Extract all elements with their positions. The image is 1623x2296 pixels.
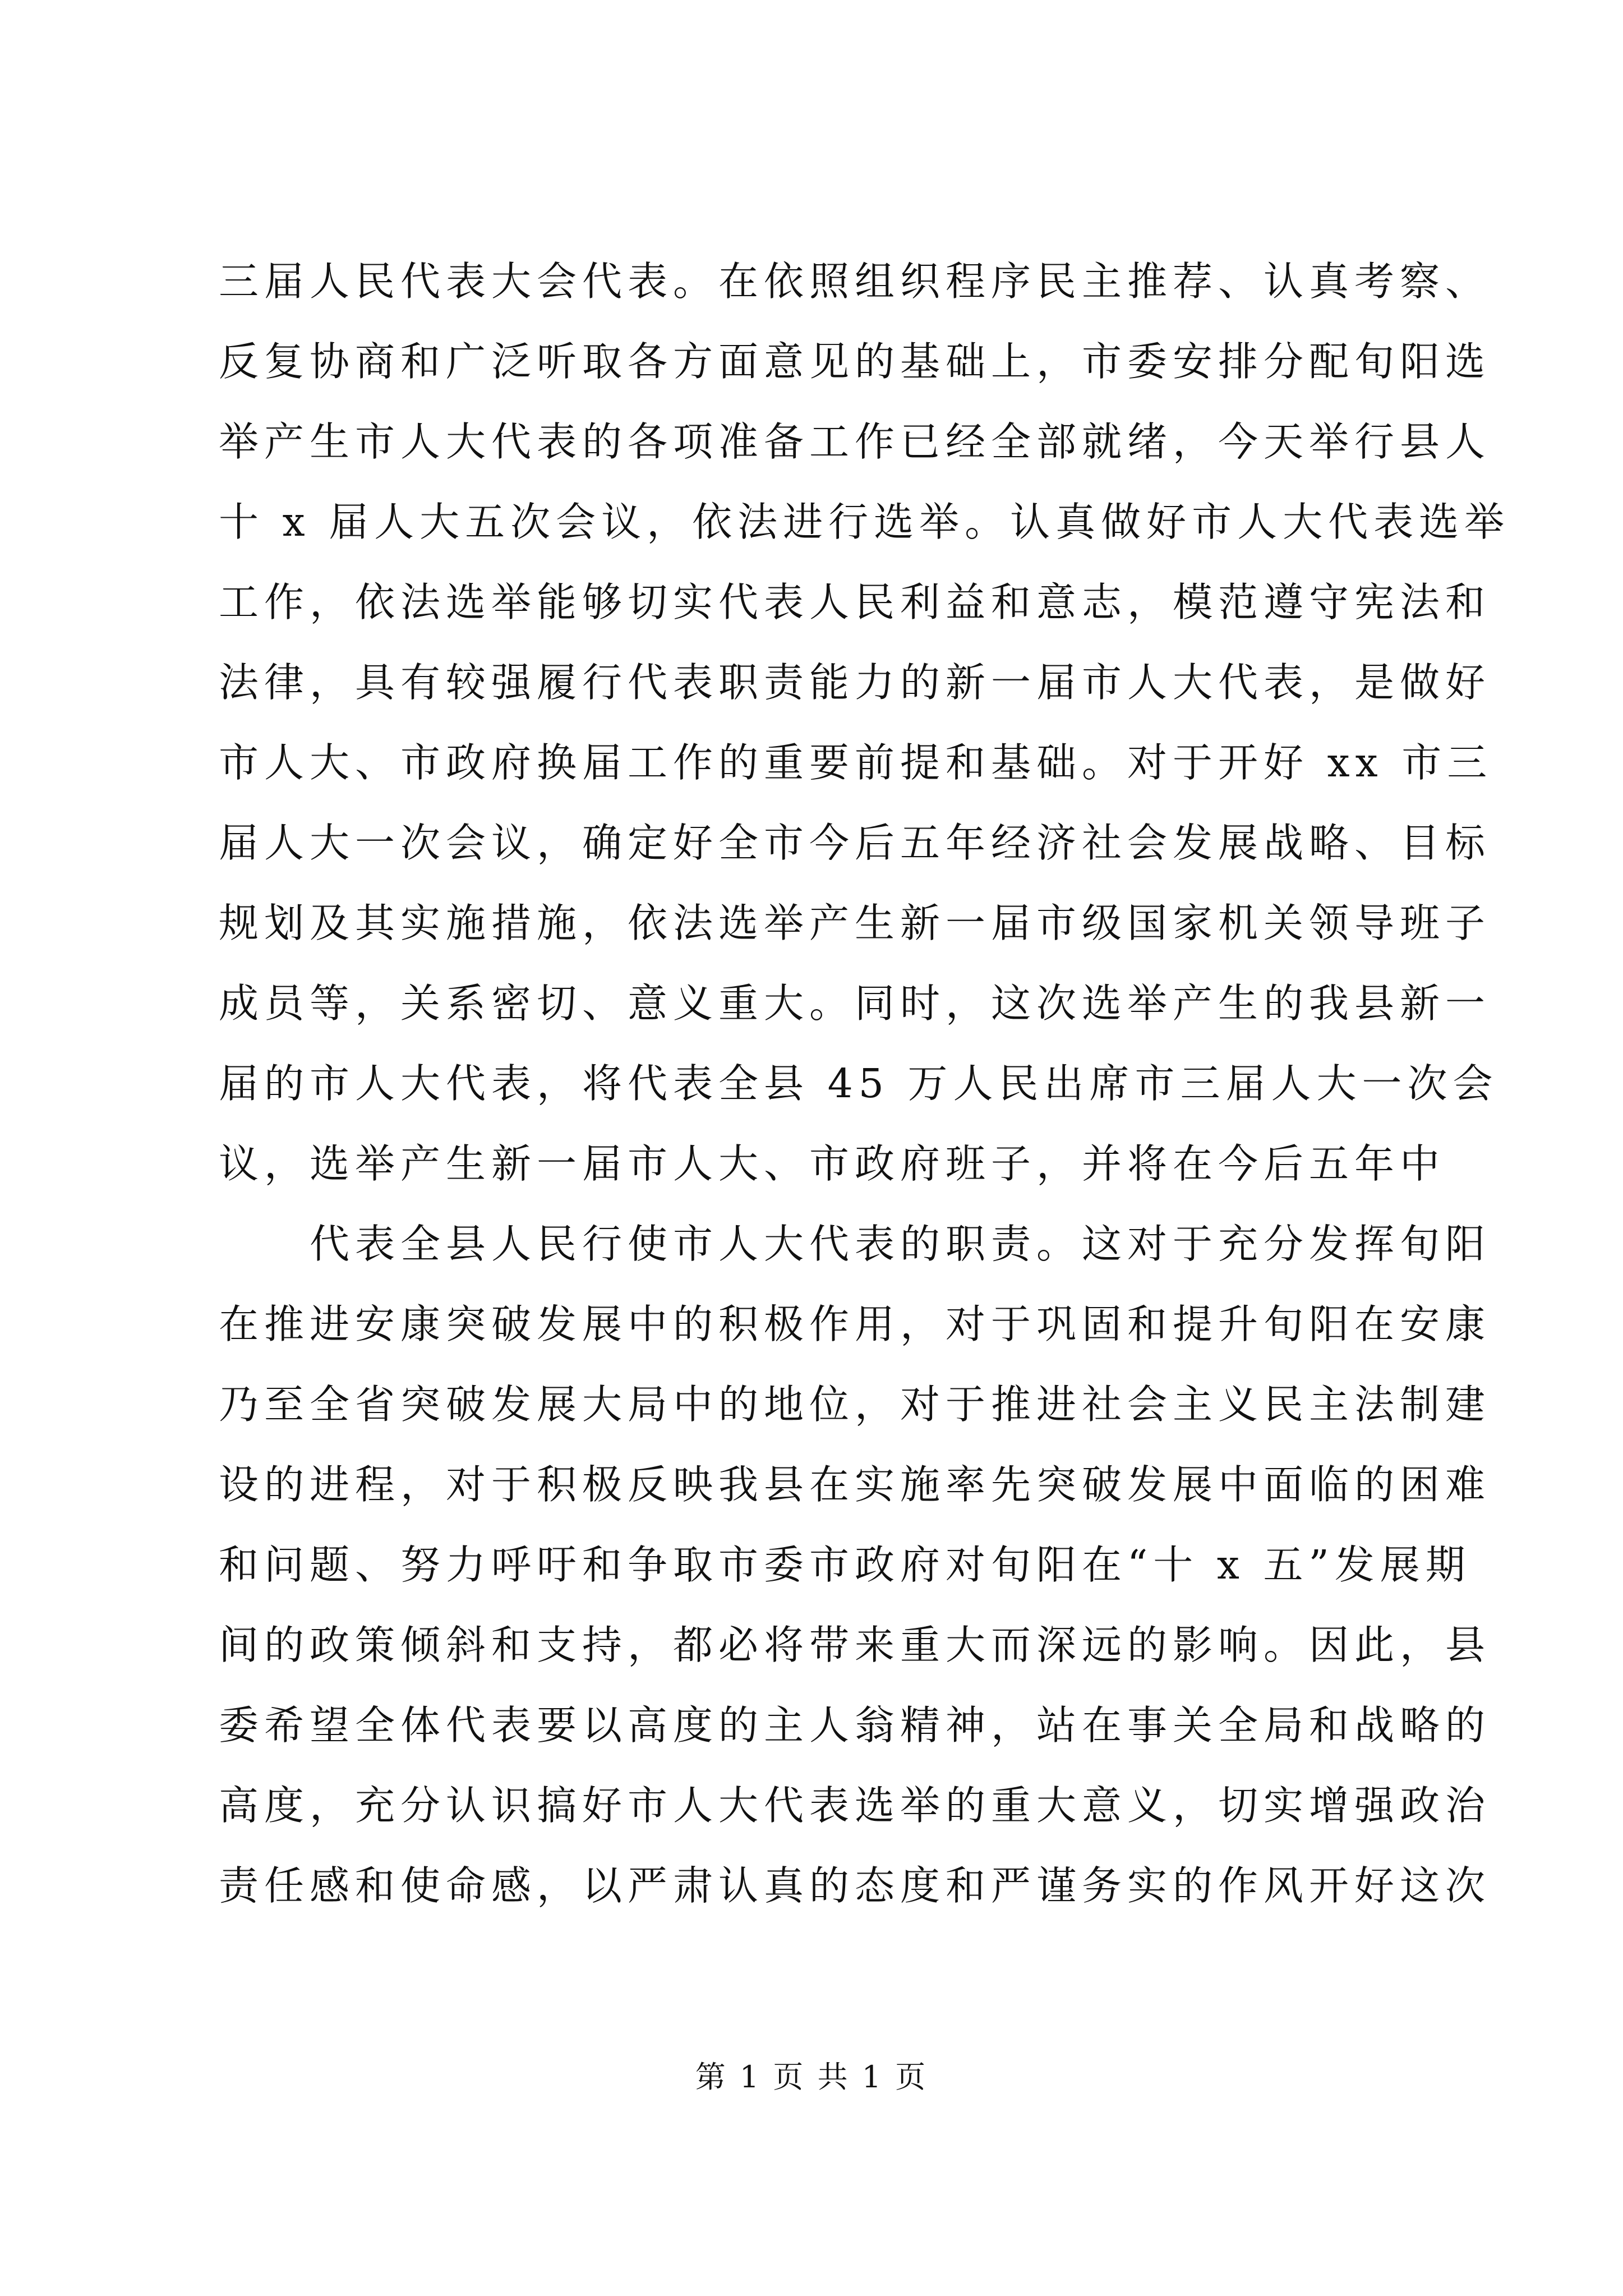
text-line: 乃至全省突破发展大局中的地位，对于推进社会主义民主法制建 <box>219 1381 1491 1428</box>
text-line: 间的政策倾斜和支持，都必将带来重大而深远的影响。因此，县 <box>219 1622 1491 1668</box>
text-line: 议，选举产生新一届市人大、市政府班子，并将在今后五年中 <box>219 1140 1446 1187</box>
text-line: 在推进安康突破发展中的积极作用，对于巩固和提升旬阳在安康 <box>219 1301 1491 1347</box>
text-line: 和问题、努力呼吁和争取市委市政府对旬阳在“十 x 五”发展期 <box>219 1542 1471 1588</box>
text-line: 反复协商和广泛听取各方面意见的基础上，市委安排分配旬阳选 <box>219 338 1491 385</box>
text-line: 设的进程，对于积极反映我县在实施率先突破发展中面临的困难 <box>219 1461 1491 1508</box>
text-line: 三届人民代表大会代表。在依照组织程序民主推荐、认真考察、 <box>219 258 1491 305</box>
text-line: 工作，依法选举能够切实代表人民利益和意志，模范遵守宪法和 <box>219 579 1491 625</box>
text-line: 委希望全体代表要以高度的主人翁精神，站在事关全局和战略的 <box>219 1702 1491 1749</box>
text-line: 高度，充分认识搞好市人大代表选举的重大意义，切实增强政治 <box>219 1782 1491 1829</box>
page-footer: 第 1 页 共 1 页 <box>695 2059 928 2095</box>
text-line: 成员等，关系密切、意义重大。同时，这次选举产生的我县新一 <box>219 980 1491 1027</box>
text-line: 法律，具有较强履行代表职责能力的新一届市人大代表，是做好 <box>219 659 1491 706</box>
text-line: 举产生市人大代表的各项准备工作已经全部就绪，今天举行县人 <box>219 418 1491 465</box>
text-line: 责任感和使命感，以严肃认真的态度和严谨务实的作风开好这次 <box>219 1862 1491 1909</box>
text-line: 规划及其实施措施，依法选举产生新一届市级国家机关领导班子 <box>219 900 1491 946</box>
body-text <box>219 241 1510 1926</box>
paragraph-start-line: 代表全县人民行使市人大代表的职责。这对于充分发挥旬阳 <box>310 1221 1491 1267</box>
text-line: 届的市人大代表，将代表全县 45 万人民出席市三届人大一次会 <box>219 1060 1498 1107</box>
text-line: 届人大一次会议，确定好全市今后五年经济社会发展战略、目标 <box>219 820 1491 866</box>
text-line: 市人大、市政府换届工作的重要前提和基础。对于开好 xx 市三 <box>219 739 1493 786</box>
text-line: 十 x 届人大五次会议，依法进行选举。认真做好市人大代表选举 <box>219 499 1510 545</box>
